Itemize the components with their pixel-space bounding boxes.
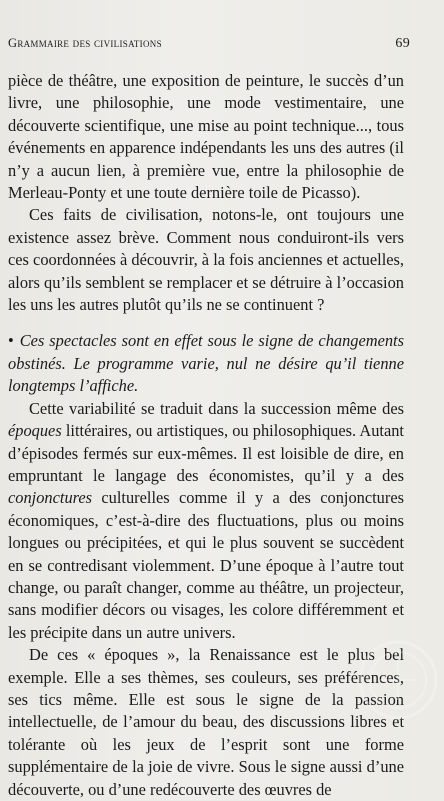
paragraph	[8, 398, 404, 644]
paragraph-text: littéraires, ou artistiques, ou philosophiques. Autant d’épisodes fermés sur eux-mêmes. Il est loisible de dire, en empruntant le langage des économistes, qu’il y a des	[8, 421, 404, 485]
italic-term: époques	[8, 421, 62, 441]
bullet-mark: •	[8, 331, 14, 351]
watermark-stamp	[356, 638, 440, 722]
section-gap	[8, 316, 404, 330]
page-body	[8, 70, 404, 801]
paragraph-text: culturelles comme il y a des conjonctures économiques, c’est-à-dire des fluctuations, plus ou moins longues ou précipitées, et qui le plus souvent se succèdent en se contredisant violemment. D’une époque à l’autre tout change, ou paraît changer, comme au théâtre, un projecteur, sans modifier décors ou visages, les colore différemment et les précipite dans un autre univers.	[8, 488, 404, 642]
paragraph: Ces faits de civilisation, notons-le, ont toujours une existence assez brève. Comment nous conduiront-ils vers ces coordonnées à découvrir, à la fois anciennes et actuelles, alors qu’ils semblent se remplacer et se détruire à l’occasion les uns les autres plutôt qu’ils ne se continuent ?	[8, 205, 404, 315]
page-header	[8, 36, 410, 52]
lead-statement	[8, 330, 404, 397]
paragraph-continued: pièce de théâtre, une exposition de peinture, le succès d’un livre, une philosophie, une mode vestimentaire, une découverte scientifique, une mise au point technique..., tous événements en apparence indépendants les uns des autres (il n’y a aucun lien, à première vue, entre la philosophie de Merleau-Ponty et une toute dernière toile de Picasso).	[8, 71, 404, 203]
italic-term: conjonctures	[8, 488, 93, 508]
paragraph-text: Cette variabilité se traduit dans la succession même des	[29, 398, 404, 418]
page-number: 69	[395, 36, 410, 51]
running-head: Grammaire des civilisations	[8, 36, 162, 50]
lead-text: Ces spectacles sont en effet sous le signe de changements obstinés. Le programme varie, nul ne désire qu’il tienne longtemps l’affiche.	[8, 331, 404, 396]
paragraph: De ces « époques », la Renaissance est le plus bel exemple. Elle a ses thèmes, ses couleurs, ses préférences, ses tics même. Elle est sous le signe de la passion intellectuelle, de l’amour du beau, des discussions libres et tolérante où les jeux de l’esprit sont une forme supplémentaire de la joie de vivre. Sous le signe aussi d’une découverte, ou d’une redécouverte des œuvres de	[8, 645, 404, 799]
